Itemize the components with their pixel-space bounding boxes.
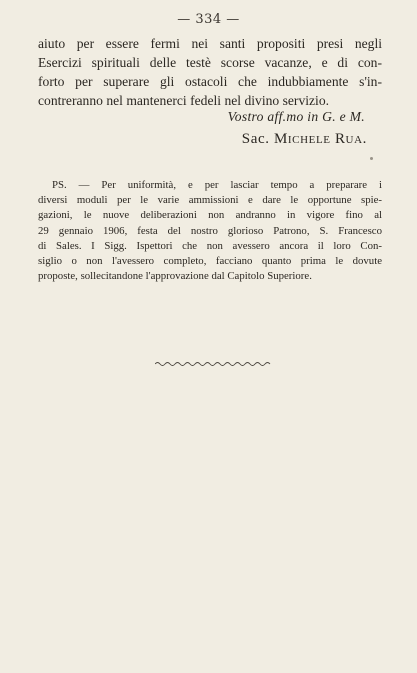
body-line: forto per superare gli ostacoli che indubbiamente s'in- bbox=[38, 74, 382, 89]
page-number: — 334 — bbox=[177, 12, 240, 27]
body-line: Esercizi spirituali delle testè scorse vacanze, e di con- bbox=[38, 55, 382, 70]
postscript bbox=[38, 178, 382, 284]
signature bbox=[242, 131, 367, 148]
postscript-line: siglio o non l'avessero completo, facciano quanto prima le dovute bbox=[38, 255, 382, 268]
signature-name: Michele Rua. bbox=[273, 131, 367, 147]
ink-speck bbox=[370, 157, 373, 160]
wavy-divider-ornament bbox=[155, 360, 271, 368]
letter-closing: Vostro aff.mo in G. e M. bbox=[227, 109, 365, 124]
signature-prefix: Sac. bbox=[241, 131, 270, 147]
postscript-line: PS. — Per uniformità, e per lasciar tempo a preparare i bbox=[52, 179, 382, 191]
postscript-line: 29 gennaio 1906, festa del nostro glorioso Patrono, S. Francesco bbox=[38, 224, 382, 237]
postscript-line: diversi moduli per le varie ammissioni e dare le opportune spie- bbox=[38, 194, 382, 207]
body-line: contreranno nel mantenerci fedeli nel divino servizio. bbox=[38, 93, 330, 108]
postscript-line: gazioni, le nuove deliberazioni non andranno in vigore fino al bbox=[38, 209, 382, 222]
postscript-line: di Sales. I Sigg. Ispettori che non avessero ancora il loro Con- bbox=[38, 239, 382, 252]
letter-body bbox=[38, 34, 382, 110]
postscript-line: proposte, sollecitandone l'approvazione dal Capitolo Superiore. bbox=[38, 270, 312, 283]
body-line: aiuto per essere fermi nei santi propositi presi negli bbox=[38, 36, 382, 51]
